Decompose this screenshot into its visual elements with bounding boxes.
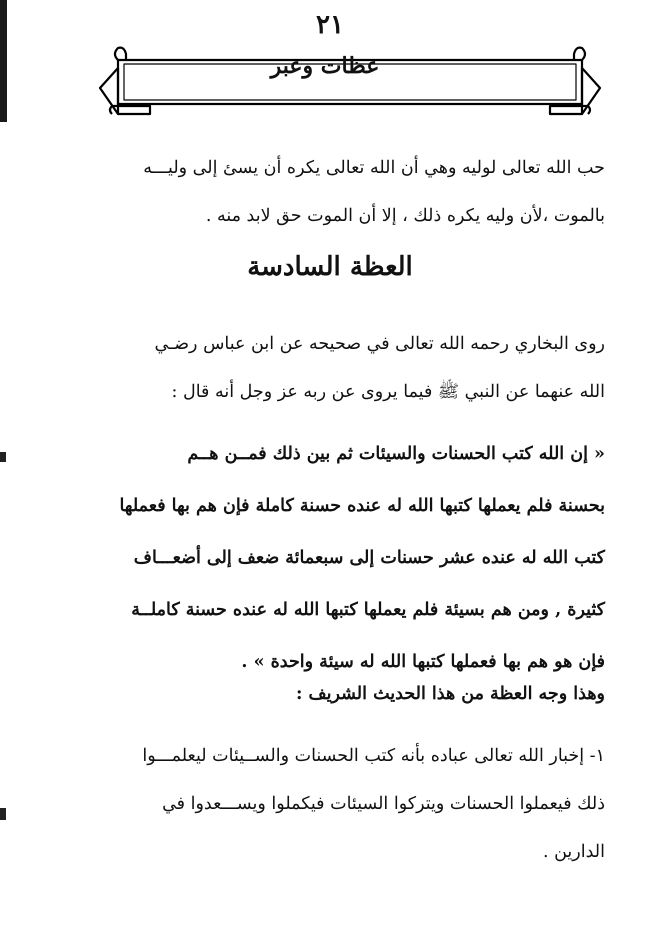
text-line: بحسنة فلم يعملها كتبها الله له عنده حسنة كاملة فإن هم بها فعملها: [119, 496, 605, 516]
ribbon-banner: [90, 36, 610, 126]
text-line: كثيرة , ومن هم بسيئة فلم يعملها كتبها الله له عنده حسنة كاملــة: [131, 600, 605, 620]
text-line: فإن هو هم بها فعملها كتبها الله له سيئة واحدة » .: [241, 652, 605, 672]
text-line: بالموت ،لأن وليه يكره ذلك ، إلا أن الموت حق لابد منه .: [205, 206, 605, 226]
page-number: ٢١: [316, 10, 344, 40]
text-line: الله عنهما عن النبي ﷺ فيما يروى عن ربه عز وجل أنه قال :: [171, 382, 605, 402]
text-line: ١- إخبار الله تعالى عباده بأنه كتب الحسنات والســيئات ليعلمـــوا: [142, 746, 605, 766]
banner-title: عظات وعبر: [270, 53, 380, 79]
text-line: الدارين .: [542, 842, 605, 862]
intro-paragraph: [45, 144, 605, 240]
text-line: روى البخاري رحمه الله تعالى في صحيحه عن ابن عباس رضـي: [154, 334, 605, 354]
text-line: كتب الله له عنده عشر حسنات إلى سبعمائة ضعف إلى أضعـــاف: [133, 548, 605, 568]
narration-paragraph: [45, 320, 605, 416]
text-line: حب الله تعالى لوليه وهي أن الله تعالى يكره أن يسئ إلى وليـــه: [143, 158, 605, 178]
text-line: « إن الله كتب الحسنات والسيئات ثم بين ذلك فمــن هــم: [187, 444, 605, 464]
margin-mark: [0, 452, 6, 462]
text-line: ذلك فيعملوا الحسنات ويتركوا السيئات فيكملوا ويســـعدوا في: [162, 794, 605, 814]
point-paragraph: [45, 732, 605, 876]
section-heading: العظة السادسة: [247, 252, 413, 282]
text-line: وهذا وجه العظة من هذا الحديث الشريف :: [295, 684, 605, 704]
hadith-paragraph: [45, 428, 605, 688]
lesson-heading: [45, 670, 605, 718]
margin-mark: [0, 808, 6, 820]
